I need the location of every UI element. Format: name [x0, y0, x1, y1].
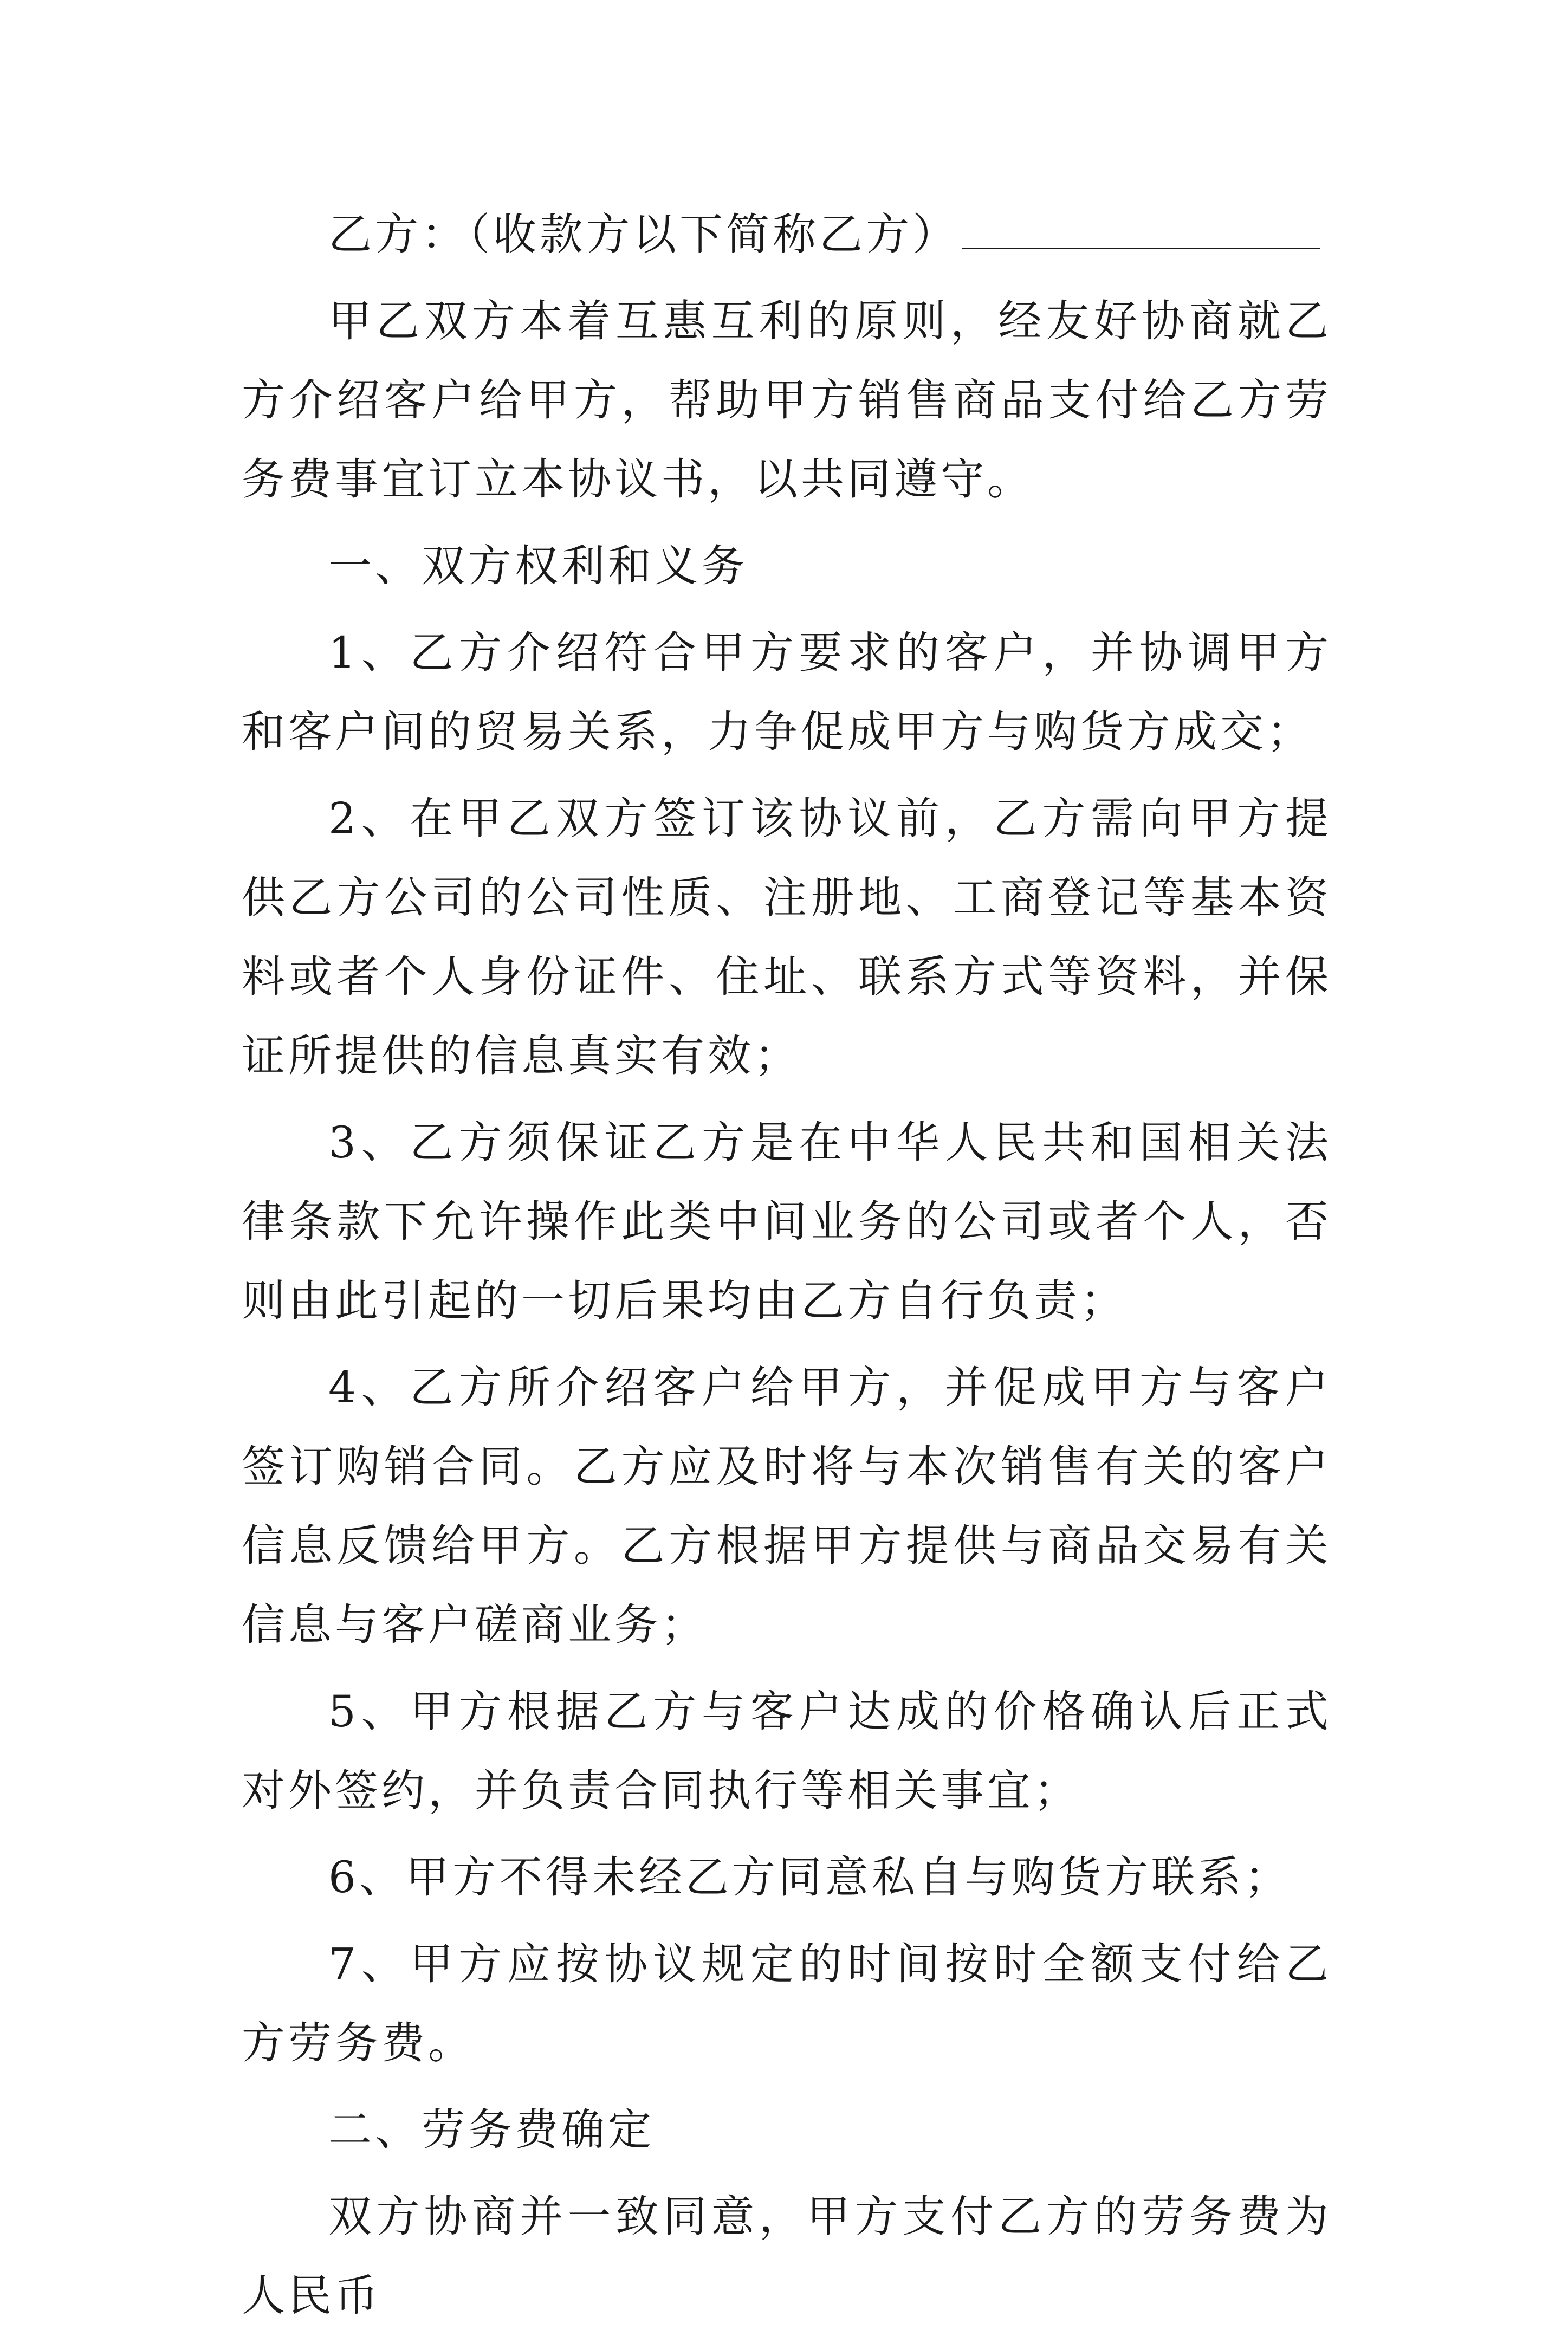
clause-7: 7、甲方应按协议规定的时间按时全额支付给乙方劳务费。 [242, 1939, 1332, 2068]
clause-3: 3、乙方须保证乙方是在中华人民共和国相关法律条款下允许操作此类中间业务的公司或者个人，否则由此引起的一切后果均由乙方自行负责； [242, 1117, 1332, 1326]
section-1-heading: 一、双方权利和义务 [328, 541, 748, 591]
section-2-heading: 二、劳务费确定 [328, 2105, 655, 2155]
clause-4: 4、乙方所介绍客户给甲方，并促成甲方与客户签订购销合同。乙方应及时将与本次销售有关的客户信息反馈给甲方。乙方根据甲方提供与商品交易有关信息与客户磋商业务； [242, 1362, 1332, 1650]
clause-1: 1、乙方介绍符合甲方要求的客户，并协调甲方和客户间的贸易关系，力争促成甲方与购货方成交； [242, 627, 1332, 757]
party-b-blank-line [962, 204, 1320, 249]
party-b-label: 乙方：（收款方以下简称乙方） [328, 209, 959, 260]
fee-paragraph: 双方协商并一致同意，甲方支付乙方的劳务费为人民币 [242, 2191, 1332, 2321]
party-b-line [242, 195, 1332, 274]
clause-6: 6、甲方不得未经乙方同意私自与购货方联系； [328, 1852, 1291, 1902]
intro-paragraph: 甲乙双方本着互惠互利的原则，经友好协商就乙方介绍客户给甲方，帮助甲方销售商品支付给乙方劳务费事宜订立本协议书，以共同遵守。 [242, 296, 1332, 504]
document-body [242, 195, 1332, 2343]
clause-2: 2、在甲乙双方签订该协议前，乙方需向甲方提供乙方公司的公司性质、注册地、工商登记等基本资料或者个人身份证件、住址、联系方式等资料，并保证所提供的信息真实有效； [242, 793, 1332, 1081]
clause-5: 5、甲方根据乙方与客户达成的价格确认后正式对外签约，并负责合同执行等相关事宜； [242, 1686, 1332, 1816]
